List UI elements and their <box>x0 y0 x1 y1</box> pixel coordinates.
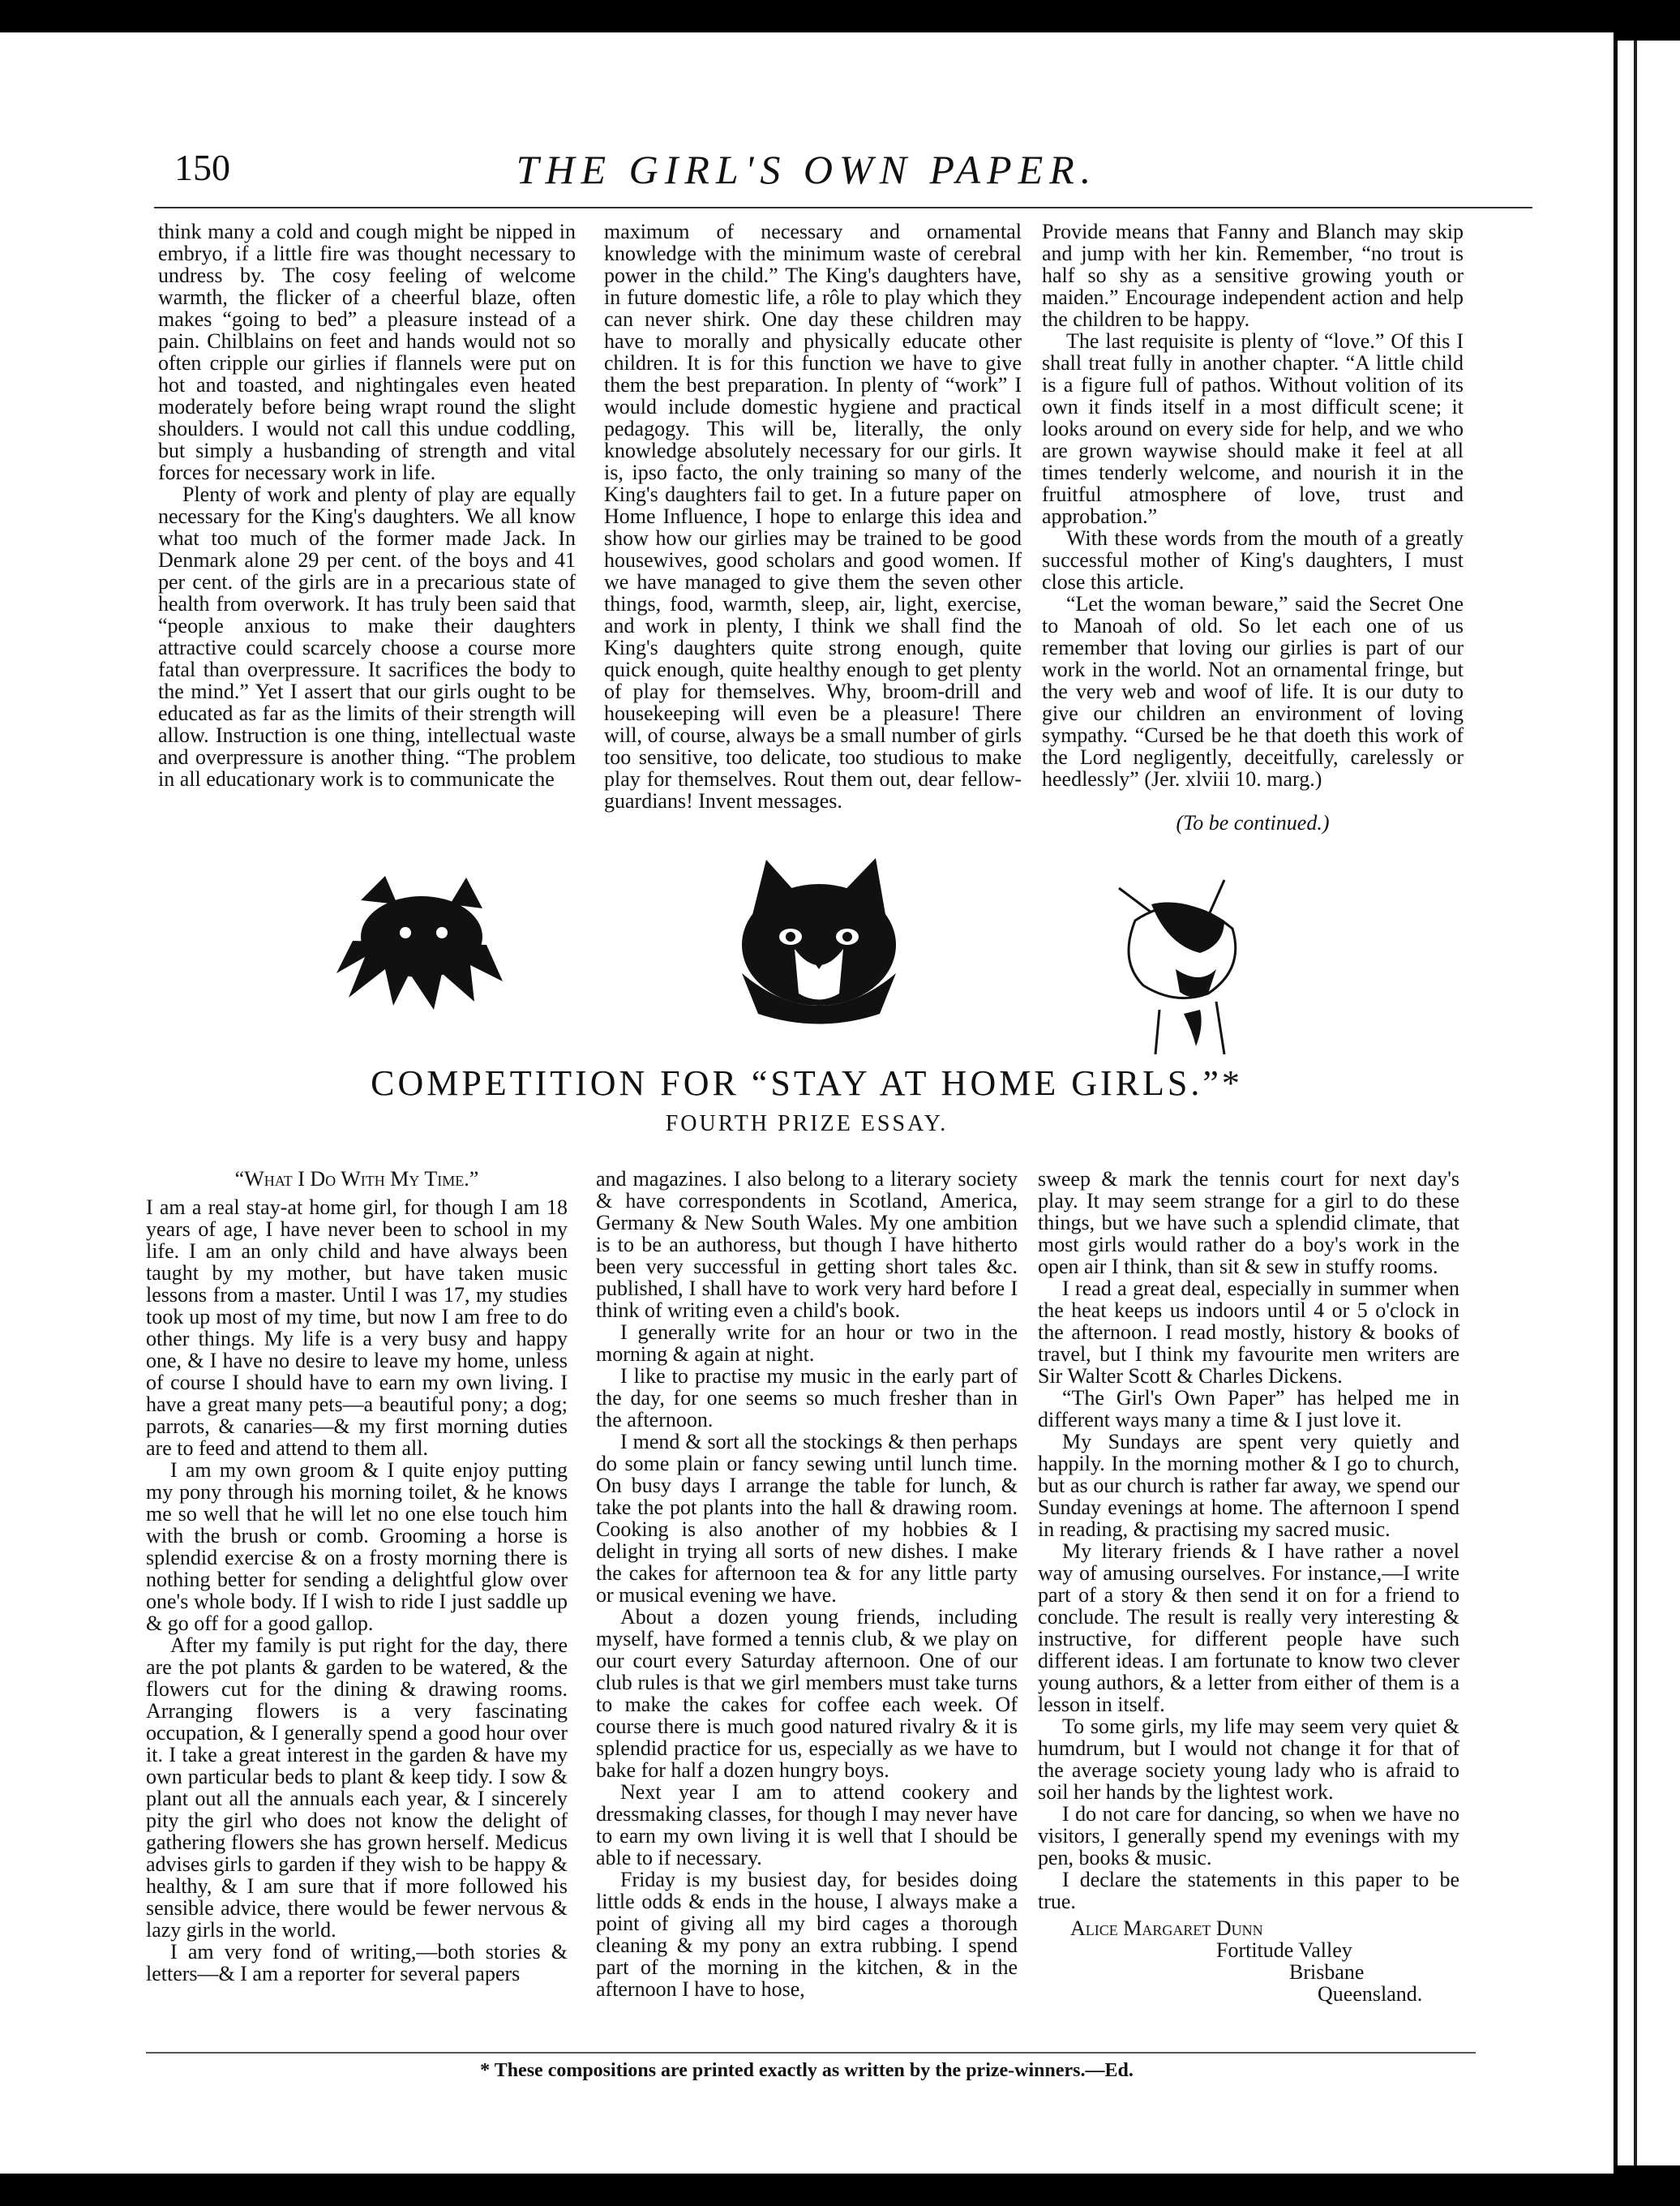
address-line: Fortitude Valley <box>1216 1938 1352 1962</box>
essay-paragraph: I generally write for an hour or two in the morning & again at night. <box>596 1320 1018 1366</box>
essay-paragraph: I like to practise my music in the early part of the day, for one seems so much fresher than in the afternoon. <box>596 1364 1018 1431</box>
essay-column-2 <box>596 1168 1018 2060</box>
to-be-continued-note: (To be continued.) <box>1176 811 1330 835</box>
competition-title: COMPETITION FOR “STAY AT HOME GIRLS.”* <box>371 1063 1243 1103</box>
article-paragraph: maximum of necessary and ornamental knowledge with the minimum waste of cerebral power in the child.” The King's daughters have, in future domestic life, a rôle to play which they can never shirk. One day these children may have to morally and physically educate other children. It is for this function we have to give them the best preparation. In plenty of “work” I would include domestic hygiene and practical pedagogy. This will be, literally, the only knowledge absolutely necessary for our girls. It is, ipso facto, the only training so many of the King's daughters fail to get. In a future paper on Home Influence, I hope to enlarge this idea and show how our girlies may be trained to be good housewives, good scholars and good women. If we have managed to give them the seven other things, food, warmth, sleep, air, light, exercise, and work in plenty, I think we shall find the King's daughters quite strong enough, quite quick enough, quite healthy enough to get plenty of play for themselves. Why, broom-drill and housekeeping will even be a pleasure! There will, of course, always be a small number of girls too sensitive, too delicate, too studious to make play for themselves. Rout them out, dear fellow-guardians! Invent messages. <box>604 221 1022 813</box>
essay-paragraph: I am a real stay-at home girl, for though I am 18 years of age, I have never been to school in my life. I am an only child and have always been taught by my mother, but have taken music lessons from a master. Until I was 17, my studies took up most of my time, but now I am free to do other things. My life is a very busy and happy one, & I have no desire to leave my home, unless of course I should have to earn my own living. I have a great many pets—a beautiful pony; a dog; parrots, & canaries—& my first morning duties are to feed and attend to them all. <box>146 1195 568 1460</box>
essay-column-3 <box>1038 1168 1459 2060</box>
article-paragraph: The last requisite is plenty of “love.” Of this I shall treat fully in another chapter. “A little child is a figure full of pathos. Without volition of its own it finds itself in a most difficult scene; it looks around on every side for help, and we who are grown waywise should make it feel at all times tenderly welcome, and nourish it in the fruitful atmosphere of love, trust and approbation.” <box>1042 329 1464 528</box>
address-line: Brisbane <box>1289 1960 1365 1984</box>
essay-paragraph: I declare the statements in this paper to be true. <box>1038 1868 1459 1913</box>
footnote-rule <box>146 2052 1476 2054</box>
essay-paragraph: I read a great deal, especially in summer when the heat keeps us indoors until 4 or 5 o'clock in the afternoon. I read mostly, history & books of travel, but I think my favourite men writers are Sir Walter Scott & Charles Dickens. <box>1038 1277 1459 1388</box>
essay-paragraph: I do not care for dancing, so when we have no visitors, I generally spend my evenings with my pen, books & music. <box>1038 1802 1459 1869</box>
essay-paragraph: My Sundays are spent very quietly and happily. In the morning mother & I go to church, but as our church is rather far away, we spend our Sunday evenings at home. The afternoon I spend in reading, & practising my sacred music. <box>1038 1430 1459 1541</box>
essay-paragraph: “The Girl's Own Paper” has helped me in different ways many a time & I just love it. <box>1038 1386 1459 1431</box>
adjacent-page-edge <box>1618 41 1680 2165</box>
essay-title: “What I Do With My Time.” <box>234 1168 479 1191</box>
essay-paragraph: My literary friends & I have rather a novel way of amusing ourselves. For instance,—I write part of a story & then send it on for a friend to conclude. The result is really very interesting & instructive, for different people have such different ideas. I am fortunate to know two clever young authors, & a letter from either of them is a lesson in itself. <box>1038 1539 1459 1716</box>
magazine-page <box>0 32 1614 2174</box>
signature-block <box>1038 1917 1459 2005</box>
essay-label: FOURTH PRIZE ESSAY. <box>665 1111 949 1136</box>
essay-paragraph: To some girls, my life may seem very quiet & humdrum, but I would not change it for that of the average society young lady who is afraid to soil her hands by the lightest work. <box>1038 1715 1459 1804</box>
essay-paragraph: sweep & mark the tennis court for next day's play. It may seem strange for a girl to do these things, but we have such a splendid climate, that most girls would rather do a boy's work in the open air I think, than sit & sew in stuffy rooms. <box>1038 1168 1459 1278</box>
page-edge-rule <box>1634 41 1637 2165</box>
article-column-1 <box>158 221 576 837</box>
article-paragraph: Provide means that Fanny and Blanch may skip and jump with her kin. Remember, “no trout is half so shy as a sensitive growing youth or maiden.” Encourage independent action and help the children to be happy. <box>1042 221 1464 331</box>
article-column-2 <box>604 221 1022 837</box>
page-number: 150 <box>174 147 230 188</box>
kitten-illustration <box>726 852 912 1030</box>
essay-paragraph: Next year I am to attend cookery and dressmaking classes, for though I may never have to earn my own living it is well that I should be able to if necessary. <box>596 1780 1018 1869</box>
header-rule <box>154 207 1532 208</box>
paper-title: THE GIRL'S OWN PAPER. <box>516 147 1098 192</box>
author-name: Alice Margaret Dunn <box>1070 1916 1263 1940</box>
article-paragraph: With these words from the mouth of a greatly successful mother of King's daughters, I must close this article. <box>1042 526 1464 594</box>
article-paragraph: “Let the woman beware,” said the Secret One to Manoah of old. So let each one of us remember that loving our girlies is part of our work in the world. Not an ornamental fringe, but the very web and woof of life. It is our duty to give our children an environment of loving sympathy. “Cursed be he that doeth this work of the Lord negligently, deceitfully, carelessly or heedlessly” (Jer. xlviii 10. marg.) <box>1042 592 1464 791</box>
terrier-dog-illustration <box>328 868 523 1014</box>
essay-paragraph: I am my own groom & I quite enjoy putting my pony through his morning toilet, & he knows me so well that he will let no one else touch him with the brush or comb. Grooming a horse is splendid exercise & on a frosty morning there is nothing better for sending a delightful glow over one's whole body. If I wish to ride I just saddle up & go off for a good gallop. <box>146 1458 568 1635</box>
article-paragraph: think many a cold and cough might be nipped in embryo, if a little fire was thought necessary to undress by. The cosy feeling of welcome warmth, the flicker of a cheerful blaze, often makes “going to bed” a pleasure instead of a pain. Chilblains on feet and hands would not so often cripple our girlies if flannels were put on hot and toasted, and nightingales even heated moderately before being wrapt round the slight shoulders. I would not call this undue coddling, but simply a husbanding of strength and vital forces for necessary work in life. <box>158 221 576 484</box>
address-line: Queensland. <box>1318 1982 1423 2006</box>
essay-paragraph: About a dozen young friends, including myself, have formed a tennis club, & we play on our court every Saturday afternoon. One of our club rules is that we girl members must take turns to make the cakes for coffee each week. Of course there is much good natured rivalry & it is splendid practice for us, especially as we have to bake for half a dozen hungry boys. <box>596 1605 1018 1782</box>
article-column-3 <box>1042 221 1464 805</box>
footnote: * These compositions are printed exactly as written by the prize-winners.—Ed. <box>480 2060 1134 2081</box>
essay-column-1 <box>146 1168 568 2060</box>
essay-paragraph: and magazines. I also belong to a literary society & have correspondents in Scotland, America, Germany & New South Wales. My one ambition is to be an authoress, but though I have hitherto been very successful in getting short tales &c. published, I shall have to work very hard before I think of writing even a child's book. <box>596 1168 1018 1322</box>
essay-paragraph: After my family is put right for the day, there are the pot plants & garden to be watered, & the flowers cut for the dining & drawing rooms. Arranging flowers is a very fascinating occupation, & I generally spend a good hour over it. I take a great interest in the garden & have my own particular beds to plant & keep tidy. I sow & plant out all the annuals each year, & I sincerely pity the girl who does not know the delight of gathering flowers she has grown herself. Medicus advises girls to garden if they wish to be happy & healthy, & I am sure that if more followed his sensible advice, there would be fewer nervous & lazy girls in the world. <box>146 1633 568 1942</box>
sketched-cat-illustration <box>1103 872 1265 1058</box>
essay-paragraph: Friday is my busiest day, for besides doing little odds & ends in the house, I always make a point of giving all my bird cages a thorough cleaning & my pony an extra rubbing. I spend part of the morning in the kitchen, & in the afternoon I have to hose, <box>596 1868 1018 2001</box>
article-paragraph: Plenty of work and plenty of play are equally necessary for the King's daughters. We all know what too much of the former made Jack. In Denmark alone 29 per cent. of the boys and 41 per cent. of the girls are in a precarious state of health from overwork. It has truly been said that “people anxious to make their daughters attractive could scarcely choose a course more fatal than overpressure. It sacrifices the body to the mind.” Yet I assert that our girls ought to be educated as far as the limits of their strength will allow. Instruction is one thing, intellectual waste and overpressure is another thing. “The problem in all educationary work is to communicate the <box>158 483 576 791</box>
essay-paragraph: I am very fond of writing,—both stories & letters—& I am a reporter for several papers <box>146 1940 568 1985</box>
essay-paragraph: I mend & sort all the stockings & then perhaps do some plain or fancy sewing until lunch time. On busy days I arrange the table for lunch, & take the pot plants into the hall & drawing room. Cooking is also another of my hobbies & I delight in trying all sorts of new dishes. I make the cakes for afternoon tea & for any little party or musical evening we have. <box>596 1430 1018 1607</box>
